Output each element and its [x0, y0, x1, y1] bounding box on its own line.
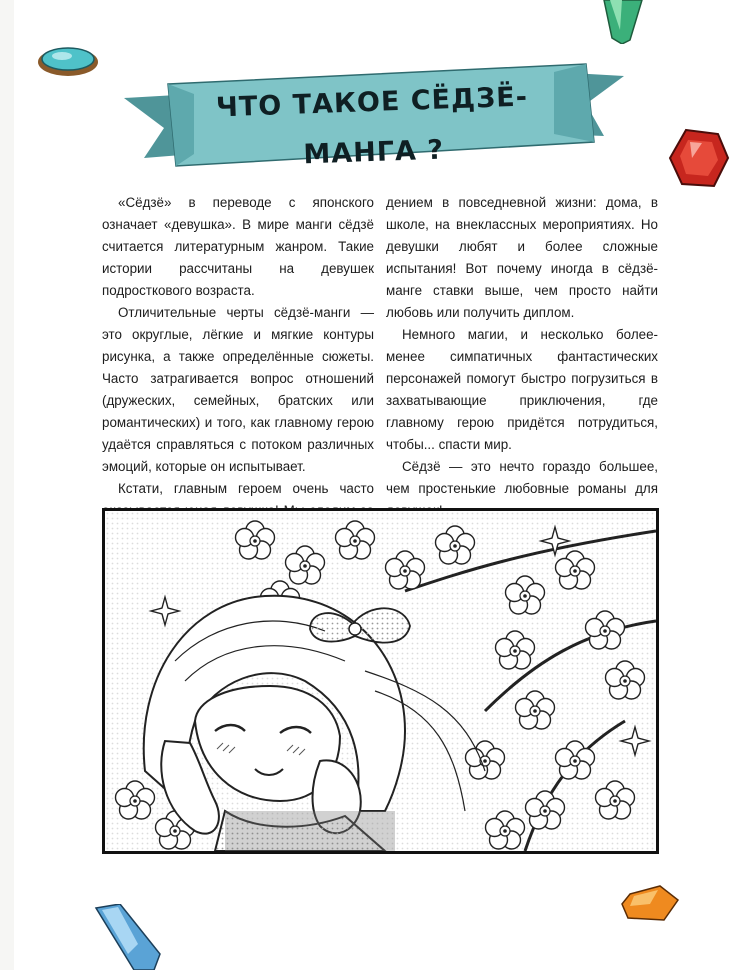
turquoise-gem-icon — [36, 44, 100, 78]
manga-illustration — [102, 508, 659, 854]
page — [14, 0, 730, 970]
orange-gem-icon — [620, 884, 680, 924]
green-gem-icon — [600, 0, 646, 44]
red-gem-icon — [668, 128, 730, 190]
paragraph: Кстати, главным героем очень часто — [118, 481, 374, 496]
paragraph: Немного магии, и несколько более-менее симпатичных фантастических персонажей помогут быстро погрузиться в захватывающие приключения, где главному герою придётся потрудиться, чтобы... спасти мир. — [386, 327, 658, 452]
paragraph: Отличительные черты сёдзё-манги — это округлые, лёгкие и мягкие контуры рисунка, а также определённые сюжеты. Часто затрагивается вопрос отношений (дружеских, семейных, братских или романтических) и того, как главному герою удаётся справляться с потоком различных эмоций, которые он испытывает. — [102, 305, 374, 474]
paragraph: дением в повседневной жизни: дома, в школе, на внеклассных мероприятиях. Но девушки любят и более сложные испытания! Вот почему иногда в сёдзё-манге ставки выше, чем просто найти любовь или получить диплом. — [386, 195, 658, 320]
paragraph: Сёдзё — это нечто гораздо большее, чем простенькие любовные романы для — [386, 459, 658, 496]
paragraph: «Сёдзё» в переводе с японского означает «девушка». В мире манги сёдзё считается литературным жанром. Такие истории рассчитаны на девушек подросткового возраста. — [102, 195, 374, 298]
page-title: ЧТО ТАКОЕ СЁДЗЁ-МАНГА ? — [215, 81, 529, 171]
blue-gem-icon — [94, 904, 164, 970]
manga-girl-illustration — [105, 511, 656, 851]
right-column — [386, 192, 658, 522]
left-column — [102, 192, 374, 544]
